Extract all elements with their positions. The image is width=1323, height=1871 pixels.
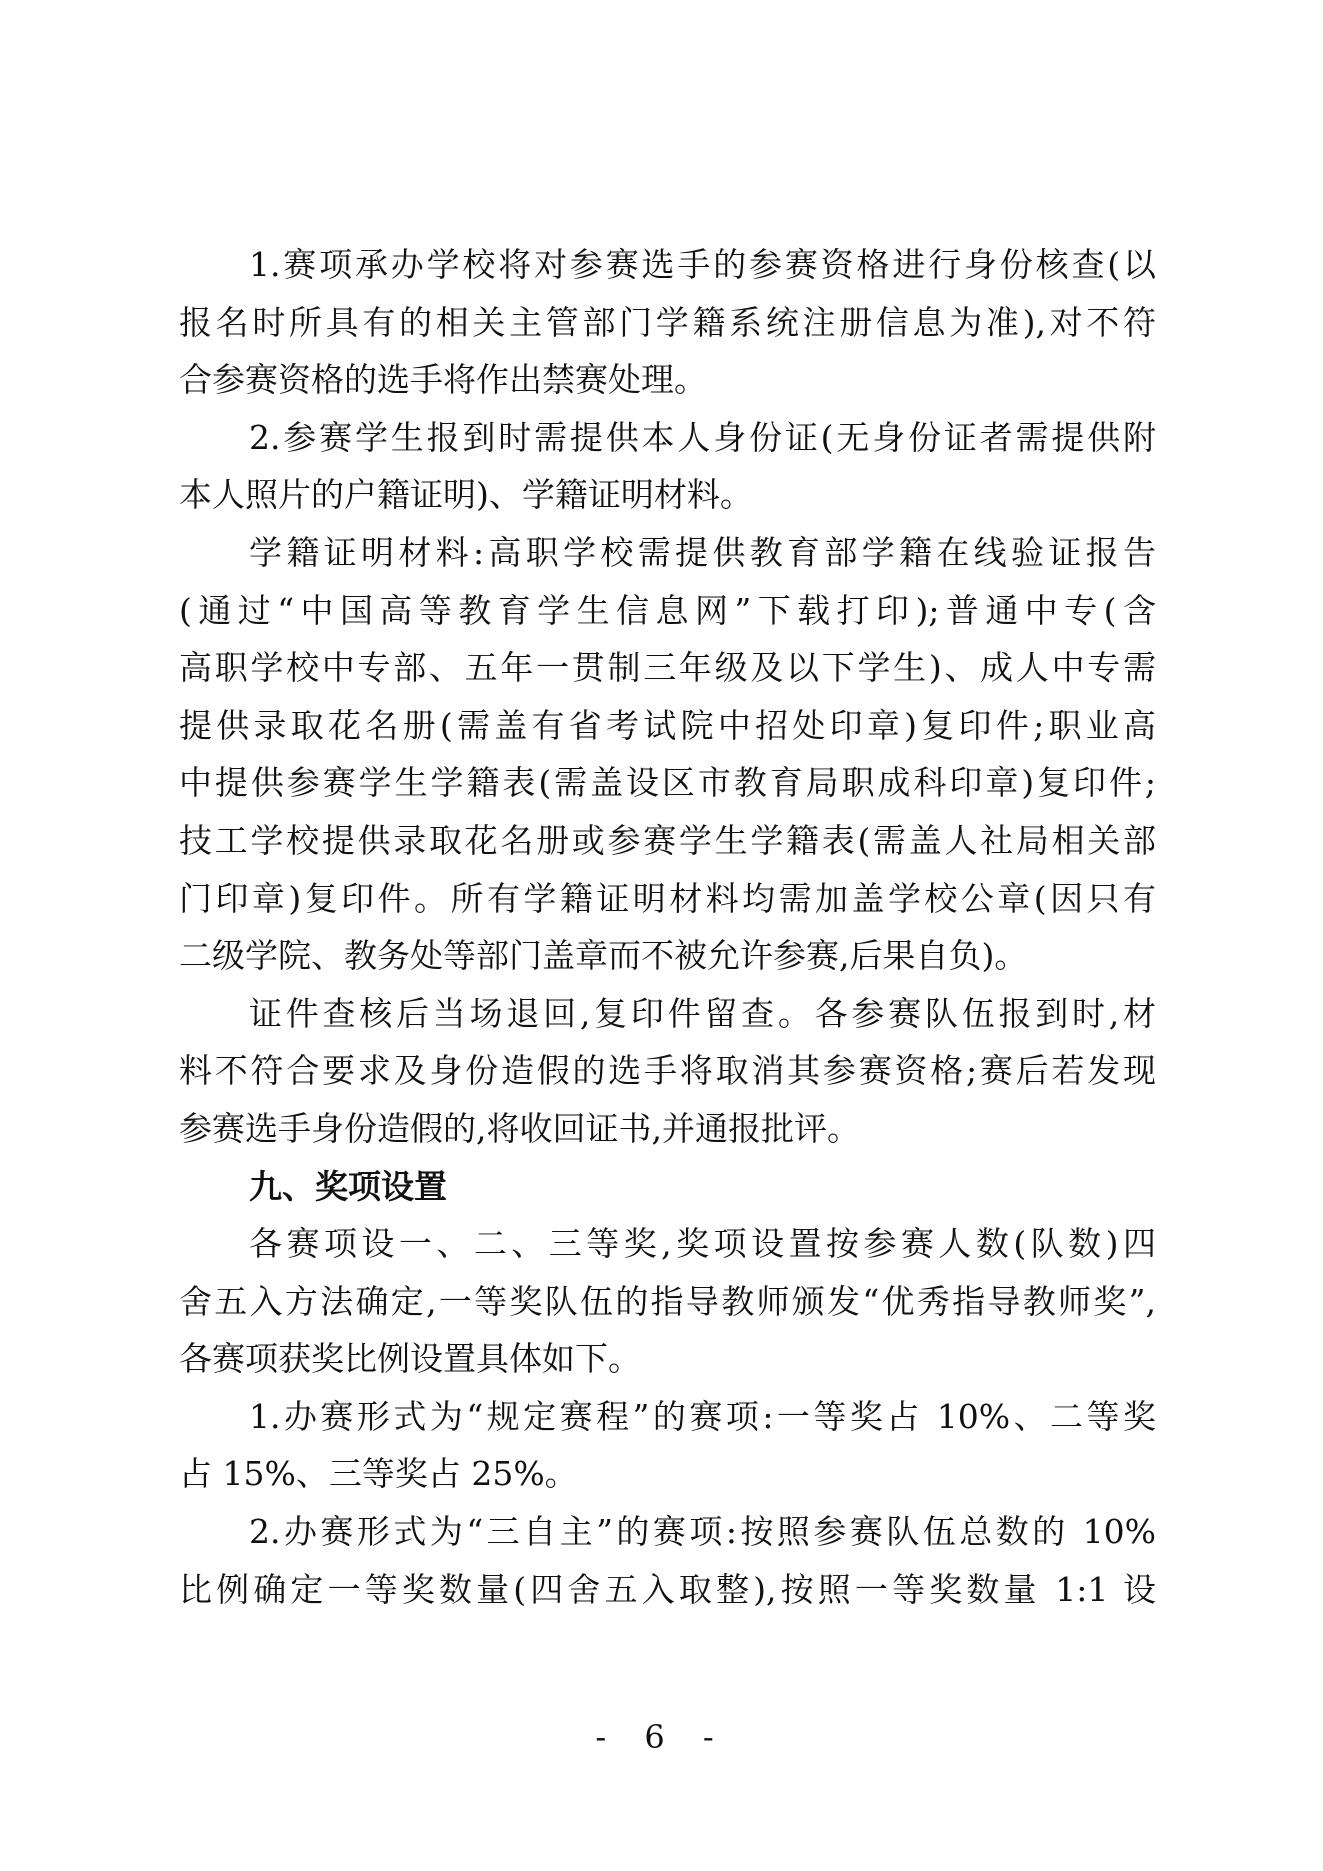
document-body (179, 236, 1156, 1618)
heading-text: 九、奖项设置 (249, 1166, 447, 1206)
paragraph (179, 409, 1156, 524)
text-line: 各赛项获奖比例设置具体如下。 (179, 1339, 641, 1379)
paragraph (179, 236, 1156, 409)
text-line: 报名时所具有的相关主管部门学籍系统注册信息为准),对不符 (179, 302, 1156, 342)
text-line: 证件查核后当场退回,复印件留查。各参赛队伍报到时,材 (249, 993, 1156, 1033)
text-line: 技工学校提供录取花名册或参赛学生学籍表(需盖人社局相关部 (179, 820, 1156, 860)
section-heading (179, 1158, 1156, 1216)
page-number: - 6 - (595, 1718, 728, 1756)
text-line: 1.赛项承办学校将对参赛选手的参赛资格进行身份核查(以 (249, 245, 1156, 284)
text-line: 门印章)复印件。所有学籍证明材料均需加盖学校公章(因只有 (179, 878, 1156, 918)
text-line: 占 15%、三等奖占 25%。 (179, 1454, 578, 1494)
text-line: 2.参赛学生报到时需提供本人身份证(无身份证者需提供附 (249, 417, 1156, 457)
text-line: 中提供参赛学生学籍表(需盖设区市教育局职成科印章)复印件; (179, 763, 1156, 803)
text-line: 合参赛资格的选手将作出禁赛处理。 (179, 360, 707, 400)
text-line: 各赛项设一、二、三等奖,奖项设置按参赛人数(队数)四 (249, 1224, 1156, 1264)
text-line: 参赛选手身份造假的,将收回证书,并通报批评。 (179, 1108, 860, 1148)
paragraph (179, 985, 1156, 1158)
text-line: 学籍证明材料:高职学校需提供教育部学籍在线验证报告 (249, 532, 1156, 572)
text-line: (通过“中国高等教育学生信息网”下载打印);普通中专(含 (179, 590, 1156, 630)
text-line: 比例确定一等奖数量(四舍五入取整),按照一等奖数量 1:1 设 (179, 1569, 1156, 1609)
text-line: 提供录取花名册(需盖有省考试院中招处印章)复印件;职业高 (179, 705, 1156, 745)
paragraph (179, 524, 1156, 985)
text-line: 本人照片的户籍证明)、学籍证明材料。 (179, 475, 753, 515)
paragraph (179, 1503, 1156, 1618)
text-line: 高职学校中专部、五年一贯制三年级及以下学生)、成人中专需 (179, 648, 1156, 688)
text-line: 舍五入方法确定,一等奖队伍的指导教师颁发“优秀指导教师奖”, (179, 1281, 1156, 1321)
text-line: 1.办赛形式为“规定赛程”的赛项:一等奖占 10%、二等奖 (249, 1396, 1156, 1436)
text-line: 2.办赛形式为“三自主”的赛项:按照参赛队伍总数的 10% (249, 1512, 1156, 1552)
text-line: 二级学院、教务处等部门盖章而不被允许参赛,后果自负)。 (179, 936, 1028, 976)
paragraph (179, 1388, 1156, 1503)
paragraph (179, 1215, 1156, 1388)
text-line: 料不符合要求及身份造假的选手将取消其参赛资格;赛后若发现 (179, 1051, 1156, 1091)
